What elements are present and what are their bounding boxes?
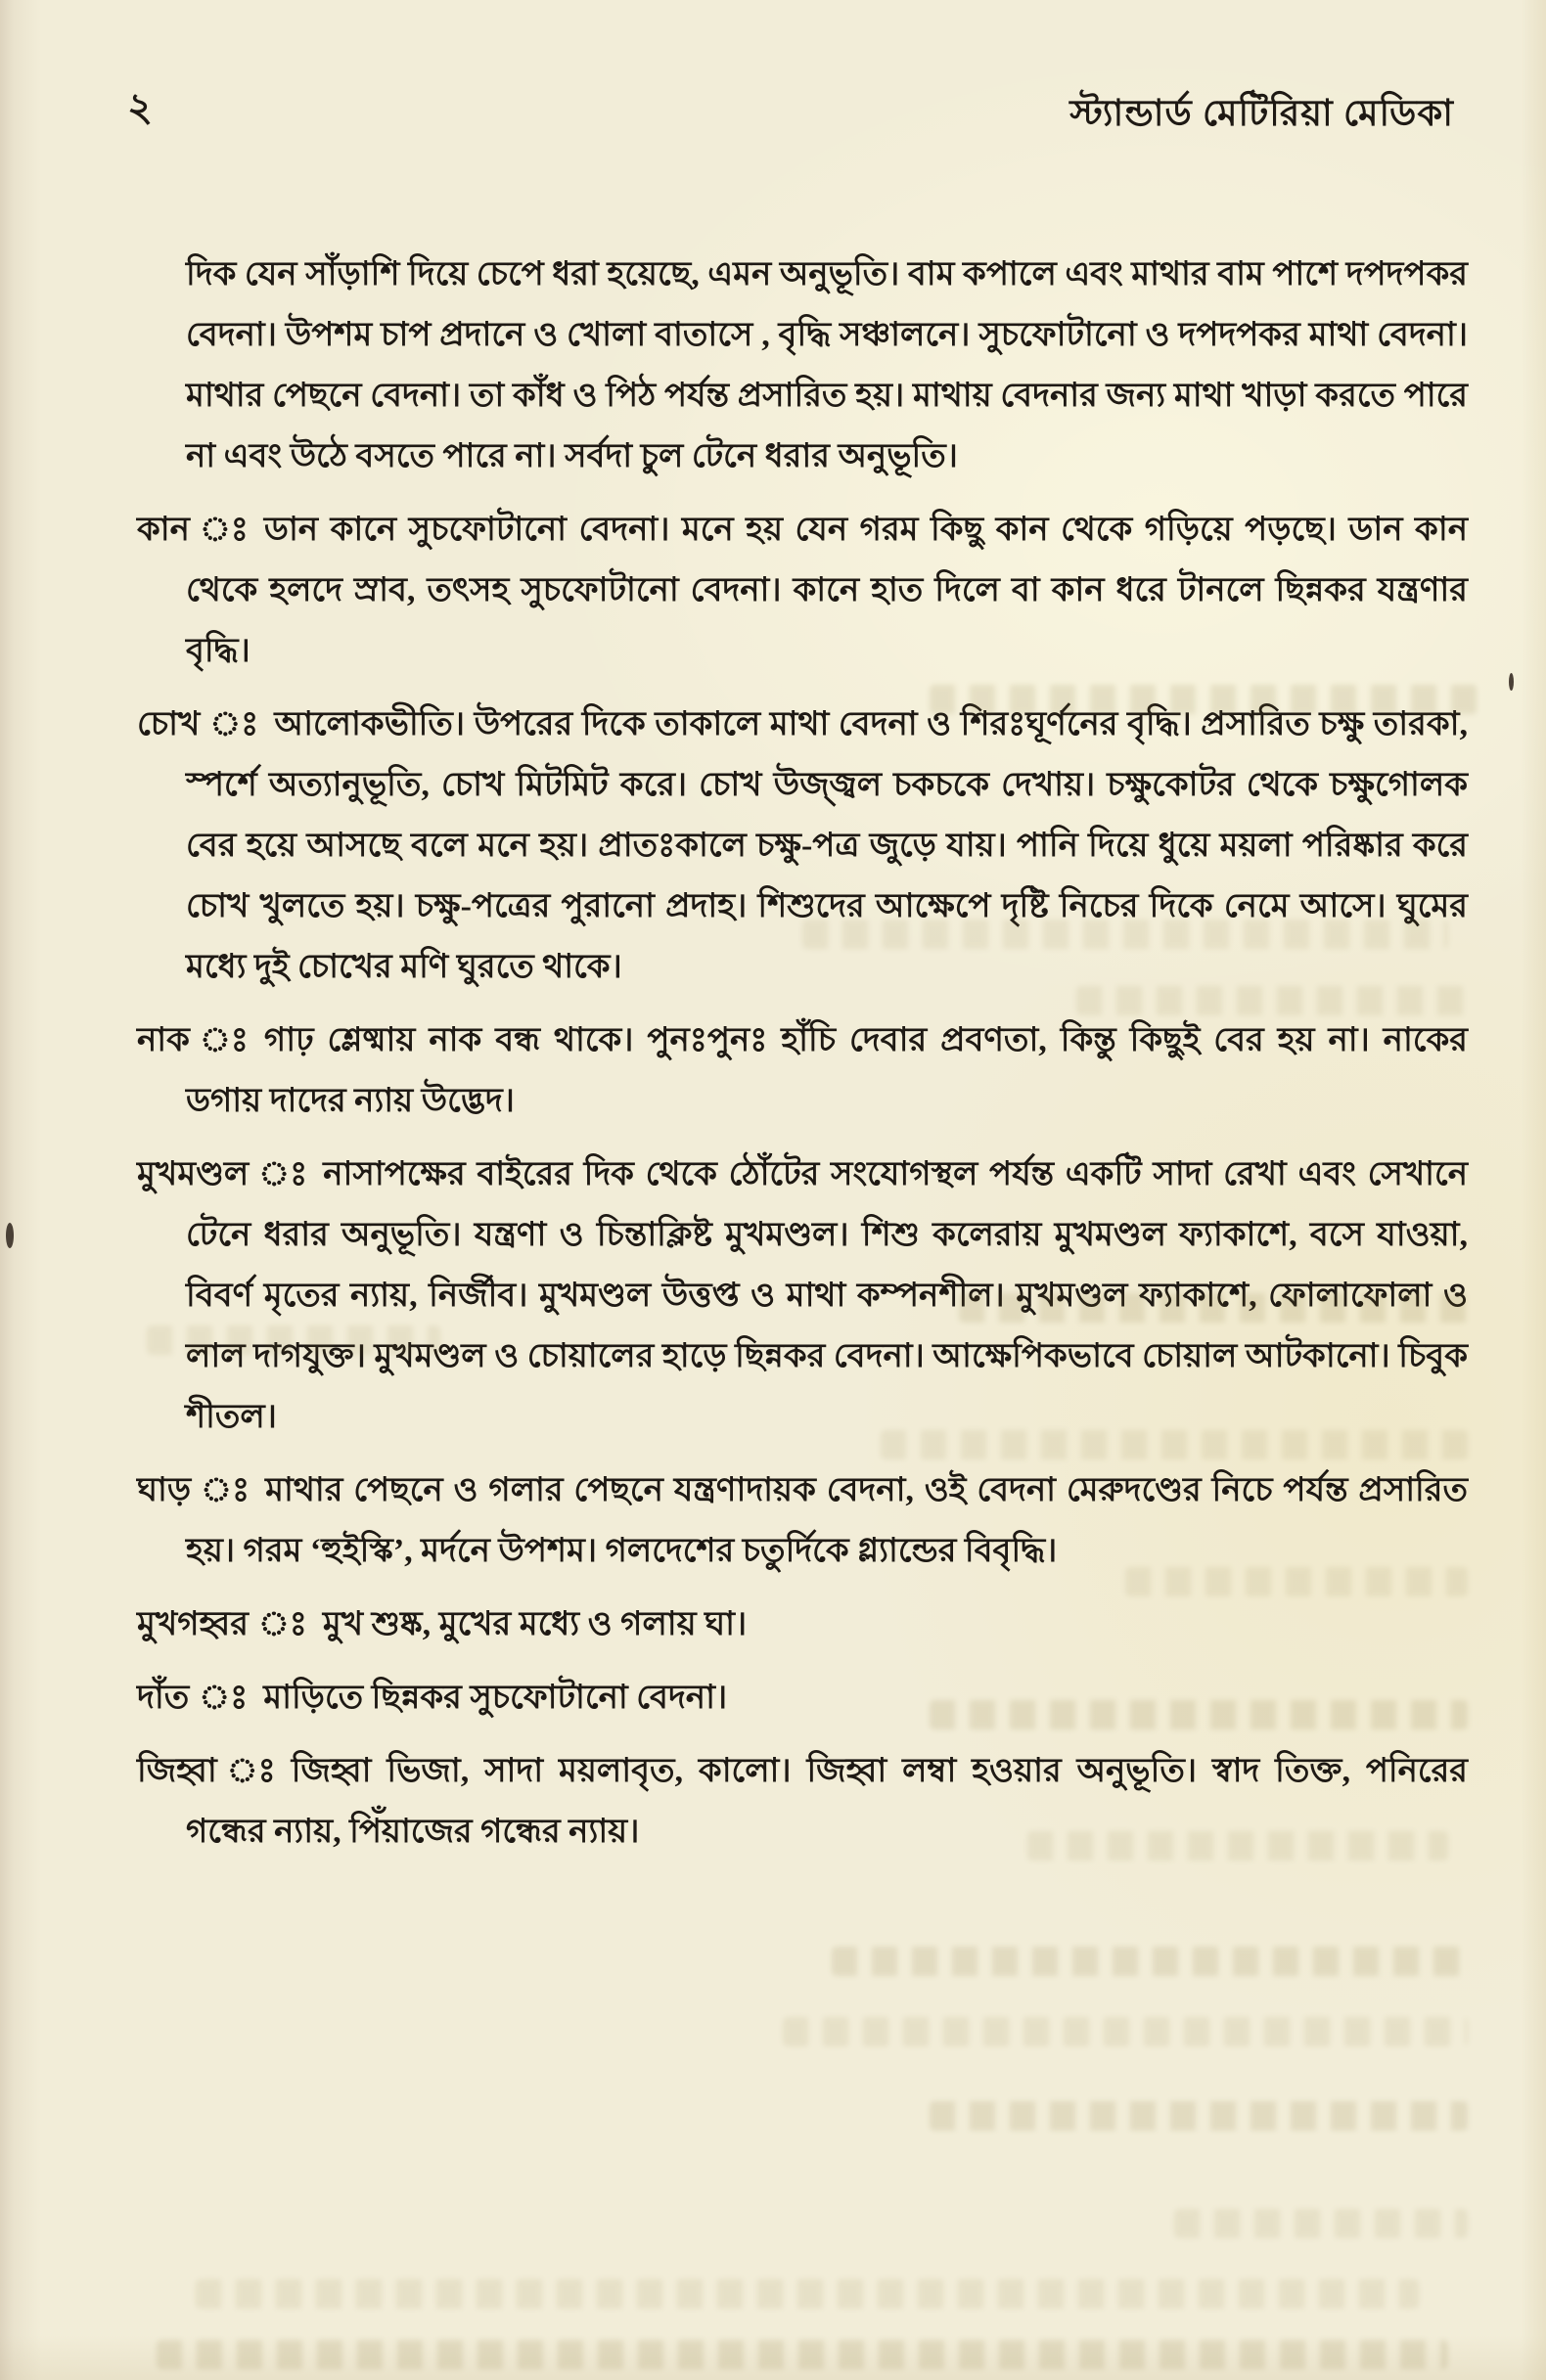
continuation-paragraph-text: দিক যেন সাঁড়াশি দিয়ে চেপে ধরা হয়েছে, এমন অনুভূতি। বাম কপালে এবং মাথার বাম পাশে দপদপকর বেদনা। উপশম চাপ প্রদানে ও খোলা বাতাসে , বৃদ্ধি সঞ্চালনে। সুচফোটানো ও দপদপকর মাথা বেদনা। মাথার পেছনে বেদনা। তা কাঁধ ও পিঠ পর্যন্ত প্রসারিত হয়। মাথায় বেদনার জন্য মাথা খাড়া করতে পারে না এবং উঠে বসতে পারে না। সর্বদা চুল টেনে ধরার অনুভূতি। [186,256,1468,474]
section-nose-separator: ঃ [199,1022,249,1058]
section-face-body: নাসাপক্ষের বাইরের দিক থেকে ঠোঁটের সংযোগস্থল পর্যন্ত একটি সাদা রেখা এবং সেখানে টেনে ধরার অনুভূতি। যন্ত্রণা ও চিন্তাক্লিষ্ট মুখমণ্ডল। শিশু কলেরায় মুখমণ্ডল ফ্যাকাশে, বসে যাওয়া, বিবর্ণ মৃতের ন্যায়, নির্জীব। মুখমণ্ডল উত্তপ্ত ও মাথা কম্পনশীল। মুখমণ্ডল ফ্যাকাশে, ফোলাফোলা ও লাল দাগযুক্ত। মুখমণ্ডল ও চোয়ালের হাড়ে ছিন্নকর বেদনা। আক্ষেপিকভাবে চোয়াল আটকানো। চিবুক শীতল। [186,1156,1468,1435]
section-tongue-body: জিহ্বা ভিজা, সাদা ময়লাবৃত, কালো। জিহ্বা লম্বা হওয়ার অনুভূতি। স্বাদ তিক্ত, পনিরের গন্ধের ন্যায়, পিঁয়াজের গন্ধের ন্যায়। [186,1753,1468,1850]
section-teeth-body: মাড়িতে ছিন্নকর সুচফোটানো বেদনা। [263,1680,728,1716]
section-nose [137,1010,1468,1132]
section-eye-body: আলোকভীতি। উপরের দিকে তাকালে মাথা বেদনা ও শিরঃঘূর্ণনের বৃদ্ধি। প্রসারিত চক্ষু তারকা, স্পর্শে অত্যানুভূতি, চোখ মিটমিট করে। চোখ উজ্জ্বল চকচকে দেখায়। চক্ষুকোটর থেকে চক্ষুগোলক বের হয়ে আসছে বলে মনে হয়। প্রাতঃকালে চক্ষু-পত্র জুড়ে যায়। পানি দিয়ে ধুয়ে ময়লা পরিষ্কার করে চোখ খুলতে হয়। চক্ষু-পত্রের পুরানো প্রদাহ। শিশুদের আক্ষেপে দৃষ্টি নিচের দিকে নেমে আসে। ঘুমের মধ্যে দুই চোখের মণি ঘুরতে থাকে। [186,706,1468,985]
section-face [137,1145,1468,1448]
section-neck [137,1460,1468,1582]
page-number: ২ [127,85,154,129]
section-eye-separator: ঃ [209,706,259,742]
scan-speck [6,1223,14,1248]
running-header-title: স্ট্যান্ডার্ড মেটিরিয়া মেডিকা [1069,94,1454,134]
continuation-paragraph [186,245,1468,487]
bleed-through-artifact [832,1947,1468,1976]
section-ear-separator: ঃ [199,512,249,548]
bleed-through-artifact [157,2340,1448,2369]
section-nose-body: গাঢ় শ্লেষ্মায় নাক বন্ধ থাকে। পুনঃপুনঃ হাঁচি দেবার প্রবণতা, কিন্তু কিছুই বের হয় না। নাকের ডগায় দাদের ন্যায় উদ্ভেদ। [186,1022,1468,1119]
section-tongue [137,1741,1468,1863]
section-teeth-separator: ঃ [199,1680,249,1716]
section-teeth [137,1668,1468,1729]
section-mouth-separator: ঃ [257,1606,307,1642]
section-neck-body: মাথার পেছনে ও গলার পেছনে যন্ত্রণাদায়ক বেদনা, ওই বেদনা মেরুদণ্ডের নিচে পর্যন্ত প্রসারিত হয়। গরম ‘হুইস্কি’, মর্দনে উপশম। গলদেশের চতুর্দিকে গ্ল্যান্ডের বিবৃদ্ধি। [186,1472,1468,1569]
bleed-through-artifact [930,2101,1468,2131]
section-eye-heading: চোখ [137,706,201,742]
page-body-text [137,245,1468,1863]
section-teeth-heading: দাঁত [137,1680,190,1716]
section-ear-heading: কান [137,512,190,548]
bleed-through-artifact [1174,2209,1468,2238]
bleed-through-artifact [196,2279,1419,2309]
scan-speck [1509,673,1514,691]
section-neck-separator: ঃ [201,1472,250,1508]
section-eye [137,695,1468,998]
section-mouth-heading: মুখগহ্বর [137,1606,249,1642]
section-neck-heading: ঘাড় [137,1472,192,1508]
bleed-through-artifact [783,2017,1468,2046]
section-face-separator: ঃ [258,1156,308,1192]
section-ear [137,500,1468,682]
section-mouth [137,1594,1468,1655]
section-face-heading: মুখমণ্ডল [137,1156,250,1192]
section-nose-heading: নাক [137,1022,190,1058]
section-tongue-heading: জিহ্বা [137,1753,217,1789]
section-tongue-separator: ঃ [226,1753,276,1789]
section-mouth-body: মুখ শুষ্ক, মুখের মধ্যে ও গলায় ঘা। [322,1606,748,1642]
section-ear-body: ডান কানে সুচফোটানো বেদনা। মনে হয় যেন গরম কিছু কান থেকে গড়িয়ে পড়ছে। ডান কান থেকে হলদে স্রাব, তৎসহ সুচফোটানো বেদনা। কানে হাত দিলে বা কান ধরে টানলে ছিন্নকর যন্ত্রণার বৃদ্ধি। [186,512,1468,669]
